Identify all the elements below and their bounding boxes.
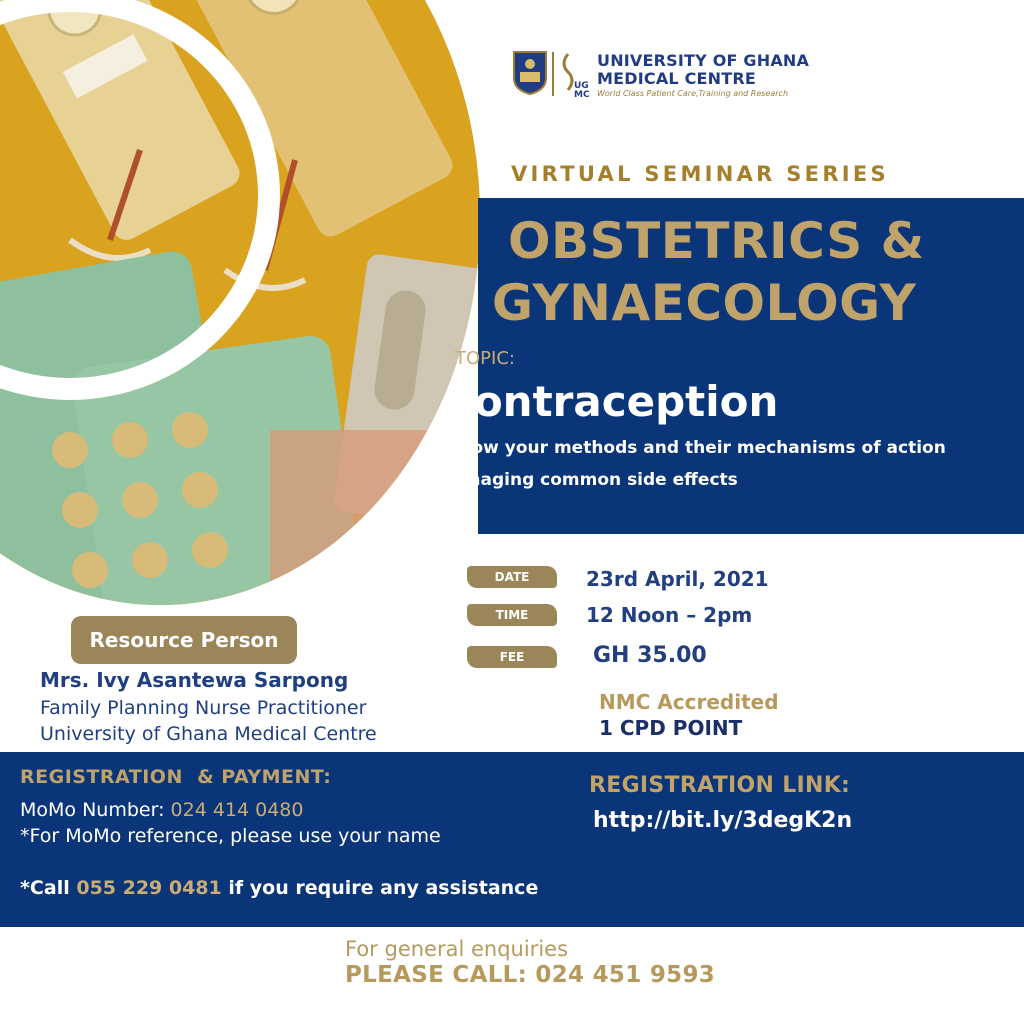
momo-label: MoMo Number: xyxy=(20,799,171,821)
registration-link-title: REGISTRATION LINK: xyxy=(589,773,851,798)
cpd-points-text: 1 CPD POINT xyxy=(599,716,743,740)
momo-number[interactable]: 024 414 0480 xyxy=(170,799,304,821)
registration-link[interactable]: http://bit.ly/3degK2n xyxy=(593,808,853,833)
ugmc-monogram-icon xyxy=(558,50,592,102)
time-label-badge: TIME xyxy=(467,604,557,626)
svg-text:MC: MC xyxy=(574,90,590,98)
assistance-line xyxy=(20,877,538,899)
time-value: 12 Noon – 2pm xyxy=(586,603,753,627)
momo-reference-note: *For MoMo reference, please use your name xyxy=(20,825,441,847)
fee-value: GH 35.00 xyxy=(593,643,707,668)
logo-divider xyxy=(552,52,554,96)
assist-suffix: if you require any assistance xyxy=(221,877,539,899)
logo-tagline: World Class Patient Care,Training and Research xyxy=(597,89,789,98)
logo-line-1: UNIVERSITY OF GHANA xyxy=(597,51,810,70)
topic-objective: ii. Managing common side effects xyxy=(416,470,738,490)
enquiries-label: For general enquiries xyxy=(345,937,569,961)
main-heading-line-1: OBSTETRICS & xyxy=(508,212,925,270)
fee-label-badge: FEE xyxy=(467,646,557,668)
assist-prefix: *Call xyxy=(20,877,77,899)
main-heading-line-2: GYNAECOLOGY xyxy=(492,274,917,332)
momo-number-line xyxy=(20,799,303,821)
resource-person-organization: University of Ghana Medical Centre xyxy=(40,723,377,745)
topic-title: Contraception xyxy=(443,377,779,426)
university-crest-icon xyxy=(512,50,548,100)
resource-person-role: Family Planning Nurse Practitioner xyxy=(40,697,367,719)
date-label-badge: DATE xyxy=(467,566,557,588)
logo-line-2: MEDICAL CENTRE xyxy=(597,69,757,88)
registration-title: REGISTRATION & PAYMENT: xyxy=(20,766,332,788)
date-value: 23rd April, 2021 xyxy=(586,567,769,591)
svg-text:UG: UG xyxy=(574,81,589,91)
resource-person-badge: Resource Person xyxy=(71,616,297,664)
topic-objective: i. Know your methods and their mechanisms of action xyxy=(428,438,946,458)
enquiries-phone[interactable]: PLEASE CALL: 024 451 9593 xyxy=(345,962,716,988)
topic-label: TOPIC: xyxy=(455,348,515,369)
assist-phone-number[interactable]: 055 229 0481 xyxy=(76,877,222,899)
resource-person-name: Mrs. Ivy Asantewa Sarpong xyxy=(40,668,349,692)
accreditation-text: NMC Accredited xyxy=(599,690,779,714)
seminar-series-label: VIRTUAL SEMINAR SERIES xyxy=(511,162,889,186)
